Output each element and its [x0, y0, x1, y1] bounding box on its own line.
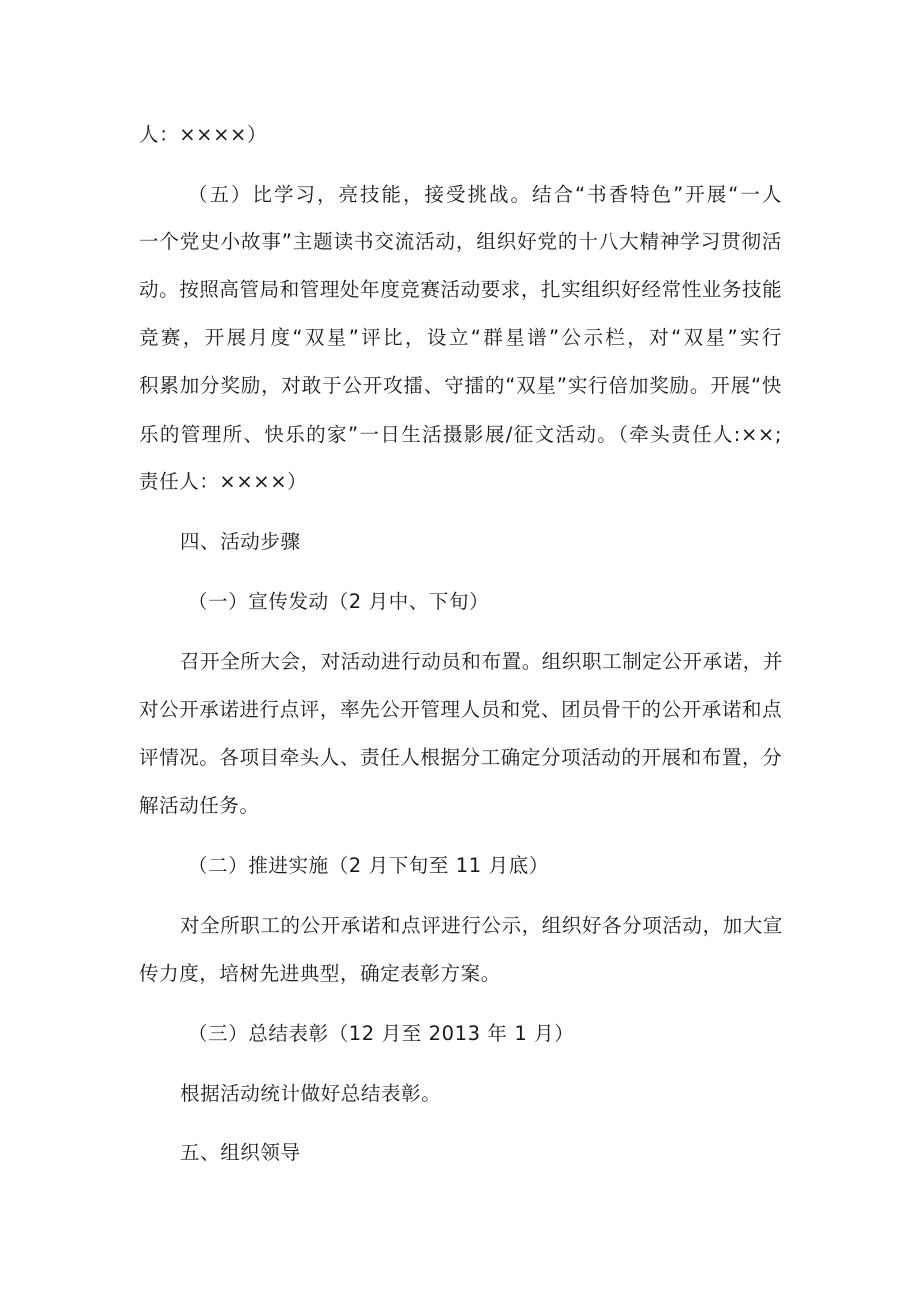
text-line: 动。按照高管局和管理处年度竞赛活动要求，扎实组织好经常性业务技能	[139, 278, 783, 301]
section-heading-organization: 五、组织领导	[180, 1141, 301, 1164]
step-one-heading: （一）宣传发动（2 月中、下旬）	[188, 590, 490, 613]
text-line: 传力度，培树先进典型，确定表彰方案。	[139, 962, 501, 985]
text-line: 解活动任务。	[139, 794, 260, 817]
text-line: 对公开承诺进行点评，率先公开管理人员和党、团员骨干的公开承诺和点	[139, 698, 783, 721]
step-three-heading: （三）总结表彰（12 月至 2013 年 1 月）	[188, 1022, 575, 1045]
text-line: 人：××××）	[139, 123, 268, 146]
text-line: 责任人：××××）	[139, 470, 308, 493]
text-line: 一个党史小故事”主题读书交流活动，组织好党的十八大精神学习贯彻活	[139, 230, 782, 253]
section-heading-activity-steps: 四、活动步骤	[180, 530, 301, 553]
text-line: 根据活动统计做好总结表彰。	[180, 1082, 442, 1105]
text-line: 竞赛，开展月度“双星”评比，设立“群星谱”公示栏，对“双星”实行	[139, 326, 782, 349]
text-line: 评情况。各项目牵头人、责任人根据分工确定分项活动的开展和布置，分	[139, 746, 783, 769]
step-two-heading: （二）推进实施（2 月下旬至 11 月底）	[188, 854, 549, 877]
text-line: 乐的管理所、快乐的家”一日生活摄影展/征文活动。（牵头责任人:××;	[139, 423, 782, 446]
paragraph-five-heading: （五）比学习，亮技能，接受挑战。结合“书香特色”开展“一人	[188, 183, 782, 206]
text-line: 召开全所大会，对活动进行动员和布置。组织职工制定公开承诺，并	[180, 650, 784, 673]
text-line: 对全所职工的公开承诺和点评进行公示，组织好各分项活动，加大宣	[180, 914, 784, 937]
text-line: 积累加分奖励，对敢于公开攻擂、守擂的“双星”实行倍加奖励。开展“快	[139, 374, 782, 397]
